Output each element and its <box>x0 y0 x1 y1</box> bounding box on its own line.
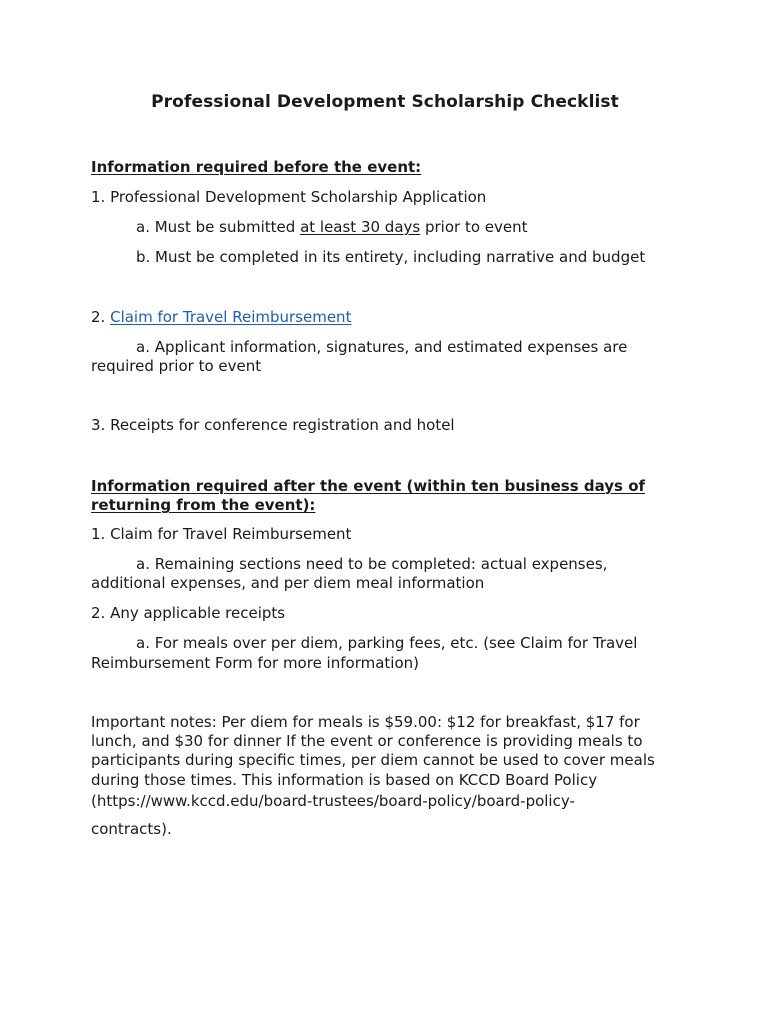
claim-travel-reimbursement-link[interactable]: Claim for Travel Reimbursement <box>110 308 352 326</box>
before-item-3: 3. Receipts for conference registration and hotel <box>91 416 455 434</box>
notes-line-6: contracts). <box>91 820 172 838</box>
before-item-2a-line-2: required prior to event <box>91 357 262 375</box>
notes-line-4: during those times. This information is based on KCCD Board Policy <box>91 771 598 789</box>
after-item-2a-line-1: a. For meals over per diem, parking fees, etc. (see Claim for Travel <box>136 634 638 652</box>
notes-line-5: (https://www.kccd.edu/board-trustees/board-policy/board-policy- <box>91 792 575 810</box>
before-item-1b: b. Must be completed in its entirety, including narrative and budget <box>136 248 646 266</box>
notes-line-2: lunch, and $30 for dinner If the event or conference is providing meals to <box>91 732 643 750</box>
before-item-1a-text-start: a. Must be submitted <box>136 218 301 236</box>
before-item-2a-line-1: a. Applicant information, signatures, and estimated expenses are <box>136 338 628 356</box>
after-item-2: 2. Any applicable receipts <box>91 604 286 622</box>
document-title: Professional Development Scholarship Checklist <box>151 92 619 112</box>
before-item-1a-deadline: at least 30 days <box>300 218 421 236</box>
after-event-heading-line-2: returning from the event): <box>91 496 316 514</box>
notes-line-1: Important notes: Per diem for meals is $59.00: $12 for breakfast, $17 for <box>91 713 640 731</box>
before-item-1a-text-end: prior to event <box>420 218 528 236</box>
before-event-heading: Information required before the event: <box>91 158 422 176</box>
after-item-1: 1. Claim for Travel Reimbursement <box>91 525 352 543</box>
before-item-2-number: 2. <box>91 308 111 326</box>
before-item-2 <box>91 308 351 328</box>
before-item-1a <box>136 218 528 238</box>
before-item-1: 1. Professional Development Scholarship Application <box>91 188 487 206</box>
after-item-2a-line-2: Reimbursement Form for more information) <box>91 654 419 672</box>
after-item-1a-line-2: additional expenses, and per diem meal information <box>91 574 485 592</box>
after-event-heading-line-1: Information required after the event (within ten business days of <box>91 477 646 495</box>
after-item-1a-line-1: a. Remaining sections need to be completed: actual expenses, <box>136 555 608 573</box>
notes-line-3: participants during specific times, per diem cannot be used to cover meals <box>91 751 655 769</box>
